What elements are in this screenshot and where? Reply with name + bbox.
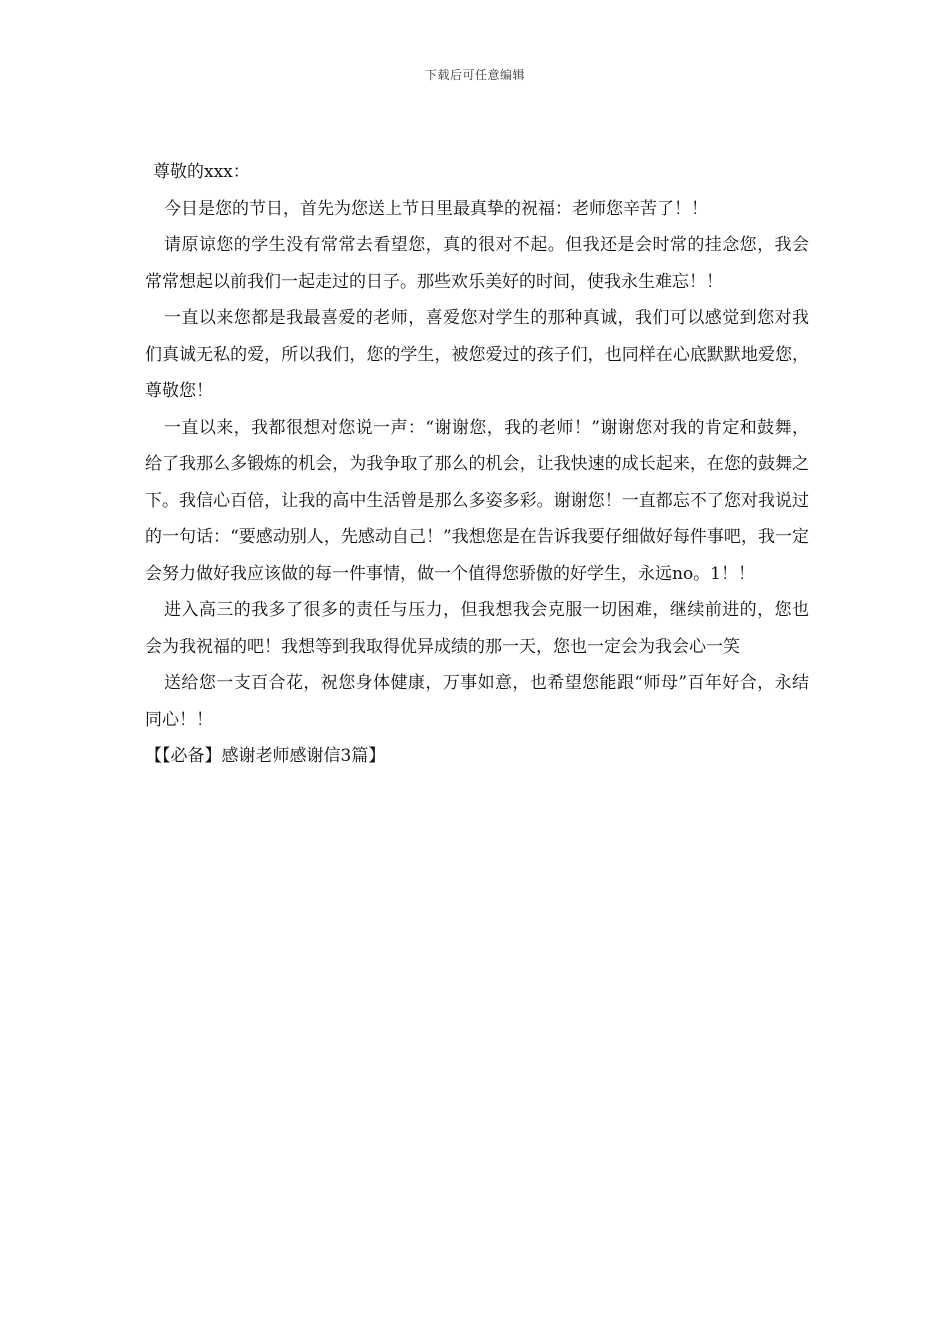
page-header: 下载后可任意编辑	[424, 68, 525, 82]
letter-paragraph-3: 一直以来您都是我最喜爱的老师，喜爱您对学生的那种真诚，我们可以感觉到您对我们真诚无私的爱，所以我们，您的学生，被您爱过的孩子们，也同样在心底默默地爱您，尊敬您！	[145, 308, 809, 401]
letter-paragraph-1: 今日是您的节日，首先为您送上节日里最真挚的祝福：老师您辛苦了！！	[164, 198, 708, 219]
letter-paragraph-2: 请原谅您的学生没有常常去看望您，真的很对不起。但我还是会时常的挂念您，我会常常想起以前我们一起走过的日子。那些欢乐美好的时间，使我永生难忘！！	[145, 235, 809, 292]
appendix-title: 【【必备】感谢老师感谢信3篇】	[145, 746, 386, 766]
letter-paragraph-5: 进入高三的我多了很多的责任与压力，但我想我会克服一切困难，继续前进的，您也会为我祝福的吧！我想等到我取得优异成绩的那一天，您也一定会为我会心一笑	[145, 600, 809, 657]
letter-paragraph-4: 一直以来，我都很想对您说一声：“谢谢您，我的老师！”谢谢您对我的肯定和鼓舞，给了我那么多锻炼的机会，为我争取了那么的机会，让我快速的成长起来，在您的鼓舞之下。我信心百倍，让我的高中生活曾是那么多姿多彩。谢谢您！一直都忘不了您对我说过的一句话：“要感动别人，先感动自己！”我想您是在告诉我要仔细做好每件事吧，我一定会努力做好我应该做的每一件事情，做一个值得您骄傲的好学生，永远no。1！！	[145, 417, 809, 584]
letter-paragraph-6: 送给您一支百合花，祝您身体健康，万事如意，也希望您能跟“师母”百年好合，永结同心！！	[145, 673, 809, 730]
letter-salutation: 尊敬的xxx：	[153, 162, 250, 182]
letter-body	[145, 154, 809, 775]
